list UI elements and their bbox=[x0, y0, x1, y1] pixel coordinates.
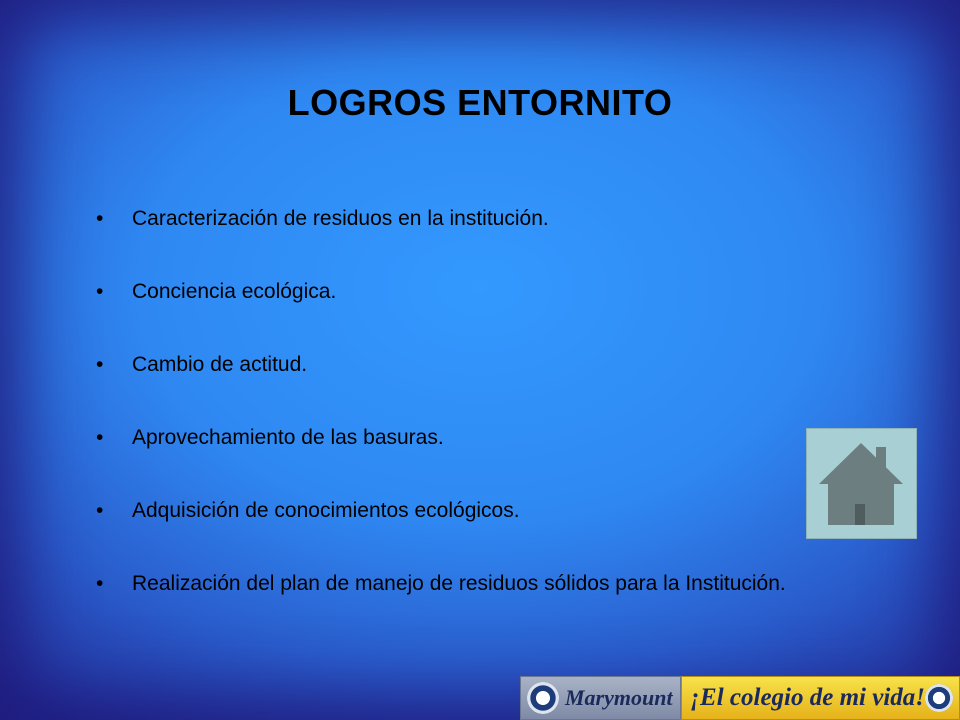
bullet-marker: • bbox=[96, 207, 104, 230]
footer-banner bbox=[520, 676, 960, 720]
list-item bbox=[92, 424, 852, 451]
bullet-text: Cambio de actitud. bbox=[132, 353, 308, 376]
bullet-text: Realización del plan de manejo de residuos sólidos para la Institución. bbox=[132, 572, 786, 595]
list-item bbox=[92, 351, 852, 378]
bullet-marker: • bbox=[96, 572, 104, 595]
school-seal-icon bbox=[527, 682, 559, 714]
school-seal-icon bbox=[925, 684, 953, 712]
home-button[interactable] bbox=[806, 428, 917, 539]
bullet-list bbox=[92, 205, 852, 597]
brand-logo bbox=[520, 676, 681, 720]
bullet-marker: • bbox=[96, 353, 104, 376]
list-item bbox=[92, 205, 852, 232]
bullet-text: Conciencia ecológica. bbox=[132, 280, 337, 303]
bullet-text: Caracterización de residuos en la institución. bbox=[132, 207, 549, 230]
slogan-banner bbox=[681, 676, 960, 720]
slogan-text: ¡El colegio de mi vida! bbox=[690, 684, 925, 711]
list-item bbox=[92, 278, 852, 305]
brand-name: Marymount bbox=[565, 685, 673, 710]
bullet-text: Aprovechamiento de las basuras. bbox=[132, 426, 444, 449]
bullet-marker: • bbox=[96, 426, 104, 449]
home-icon bbox=[807, 429, 916, 538]
list-item bbox=[92, 497, 852, 524]
slide-title: LOGROS ENTORNITO bbox=[287, 82, 673, 123]
list-item bbox=[92, 570, 852, 597]
bullet-marker: • bbox=[96, 280, 104, 303]
bullet-marker: • bbox=[96, 499, 104, 522]
bullet-text: Adquisición de conocimientos ecológicos. bbox=[132, 499, 520, 522]
